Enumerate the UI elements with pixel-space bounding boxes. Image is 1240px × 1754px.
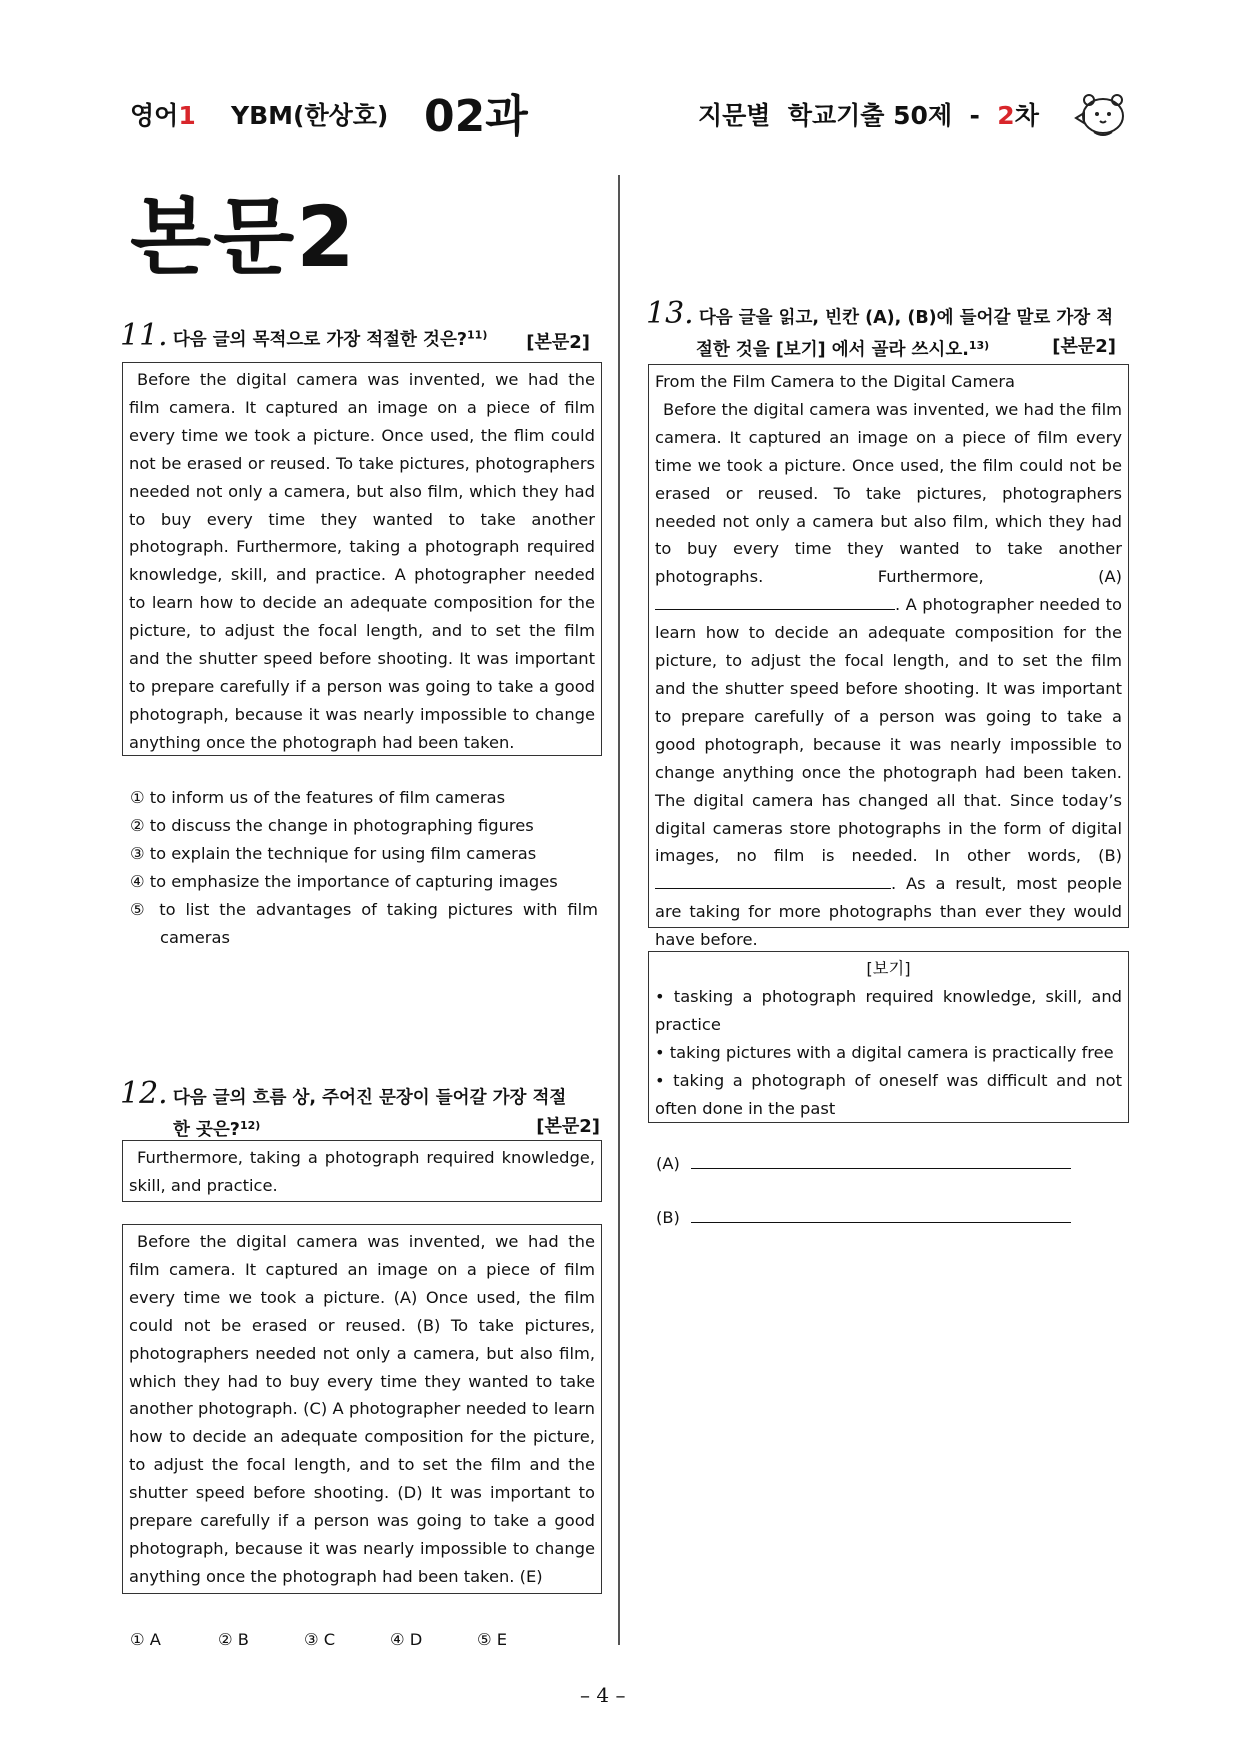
page-number: – 4 –: [580, 1683, 626, 1707]
q12-heading: [120, 1076, 600, 1144]
series-suffix: 차: [1014, 101, 1039, 130]
q13-blank-b: [655, 870, 891, 889]
q13-question-line2: 절한 것을 [보기] 에서 골라 쓰시오.: [696, 340, 969, 361]
q11-option-4[interactable]: ④ to emphasize the importance of capturing images: [130, 872, 558, 891]
q12-number: 12.: [120, 1076, 168, 1111]
q12-option-2[interactable]: ② B: [218, 1630, 249, 1649]
q12-passage: Before the digital camera was invented, we had the film camera. It captured an image on a piece of film every time we took a picture. (A) Once used, the film could not be erased or reused. (B) To take pictures, photographers needed not only a camera, but also film, which they had to buy every time they wanted to take another photograph. (C) A photographer needed to learn how to decide an adequate composition for the picture, to adjust the focal length, and to set the film and the shutter speed before shooting. (D) It was important to prepare carefully if a person was going to take a good photograph, because it was nearly impossible to change anything once the photograph had been taken. (E): [129, 1232, 595, 1586]
q12-tag: [본문2]: [536, 1116, 600, 1137]
series-number: 2: [997, 101, 1015, 130]
q13-passage-part1: Before the digital camera was invented, we had the film camera. It captured an image on a piece of film every time we took a picture. Once used, the film could not be erased or reused. To take pictures, photographers needed not only a camera but also film, which they had to buy every time they wanted to take another photographs. Furthermore,: [655, 399, 1122, 587]
q12-option-4[interactable]: ④ D: [390, 1630, 423, 1649]
q13-passage-title: From the Film Camera to the Digital Camera: [655, 372, 1016, 391]
q13-bogi-item-2: • taking pictures with a digital camera is practically free: [655, 1042, 1114, 1062]
subject-label: [130, 96, 196, 132]
q13-answer-b: [656, 1204, 1071, 1232]
publisher-label: YBM(한상호): [231, 101, 389, 130]
q13-footnote: 13): [968, 339, 990, 352]
q11-heading: [120, 318, 590, 354]
q13-passage-box: [648, 364, 1129, 950]
subject-number: 1: [178, 101, 196, 130]
q12-given-sentence-box: [122, 1140, 602, 1202]
q13-tag: [본문2]: [1052, 336, 1116, 357]
q13-answer-b-label: (B): [656, 1208, 680, 1227]
q13-blank-b-label: (B): [1098, 846, 1122, 866]
q11-passage: Before the digital camera was invented, we had the film camera. It captured an image on a piece of film every time we took a picture. Once used, the flim could not be erased or reused. To take pictures, photographers needed not only a camera, but also film, which they had to buy every time they wanted to take another photograph. Furthermore, taking a photograph required knowledge, skill, and practice. A photographer needed to learn how to decide an adequate composition for the picture, to adjust the focal length, and to set the film and the shutter speed before shooting. It was important to prepare carefully if a person was going to take a good photograph, because it was nearly impossible to change anything once the photograph had been taken.: [129, 370, 595, 752]
q11-number: 11.: [120, 318, 168, 353]
q12-question-line2: 한 곳은?: [173, 1120, 240, 1141]
q13-bogi-title: [보기]: [866, 959, 911, 978]
q13-blank-a: [655, 591, 895, 610]
q13-passage-part2: . A photographer needed to learn how to decide an adequate composition for the picture, to adjust the focal length, and to set the film and the shutter speed before shooting. It was important to prepare carefully of a person was going to take a good photograph, because it was nearly impossible to change anything once the photograph had been taken. The digital camera has changed all that. Since today’s digital cameras store photographs in the form of digital images, no film is needed. In other words,: [655, 595, 1122, 866]
q12-option-5[interactable]: ⑤ E: [477, 1630, 508, 1649]
q13-answer-a: [656, 1150, 1071, 1178]
q12-passage-box: [122, 1224, 602, 1594]
q11-option-3[interactable]: ③ to explain the technique for using film cameras: [130, 844, 537, 863]
bear-mascot-icon: [1072, 88, 1130, 140]
q11-tag: [본문2]: [526, 332, 590, 353]
q12-footnote: 12): [239, 1119, 261, 1132]
q13-answer-a-label: (A): [656, 1154, 680, 1173]
column-divider: [618, 175, 620, 1645]
q12-given-sentence: Furthermore, taking a photograph required knowledge, skill, and practice.: [129, 1148, 595, 1195]
q11-option-2[interactable]: ② to discuss the change in photographing figures: [130, 816, 534, 835]
q13-question-line1: 다음 글을 읽고, 빈칸 (A), (B)에 들어갈 말로 가장 적: [698, 308, 1114, 328]
q11-passage-box: [122, 362, 602, 756]
q13-bogi-box: [648, 951, 1129, 1123]
q13-heading: [646, 296, 1122, 364]
q13-answer-b-line[interactable]: [691, 1204, 1071, 1223]
series-text: 지문별 학교기출 50제 -: [698, 101, 998, 130]
q11-question: 다음 글의 목적으로 가장 적절한 것은?: [172, 330, 468, 350]
q13-bogi-item-1: • tasking a photograph required knowledge, skill, and practice: [655, 986, 1122, 1034]
q11-options: [130, 784, 598, 952]
page-title: 본문2: [130, 188, 357, 286]
lesson-label: 02과: [424, 91, 528, 142]
q13-passage: [655, 396, 1122, 954]
series-label: [698, 96, 1039, 132]
q12-option-3[interactable]: ③ C: [304, 1630, 336, 1649]
q11-option-5[interactable]: ⑤ to list the advantages of taking pictures with film cameras: [130, 900, 598, 947]
q12-option-1[interactable]: ① A: [130, 1630, 161, 1649]
q12-question-line1: 다음 글의 흐름 상, 주어진 문장이 들어갈 가장 적절: [172, 1088, 567, 1108]
q13-answer-a-line[interactable]: [691, 1150, 1071, 1169]
q11-footnote: 11): [467, 328, 488, 342]
q13-blank-a-label: (A): [1098, 567, 1122, 587]
q13-passage-part3: . As a result, most people are taking for more photographs than ever they would have before.: [655, 874, 1122, 950]
subject-prefix: 영어: [130, 101, 179, 130]
q11-option-1[interactable]: ① to inform us of the features of film cameras: [130, 788, 506, 807]
q13-bogi-item-3: • taking a photograph of oneself was difficult and not often done in the past: [655, 1070, 1122, 1118]
q13-number: 13.: [646, 296, 694, 331]
